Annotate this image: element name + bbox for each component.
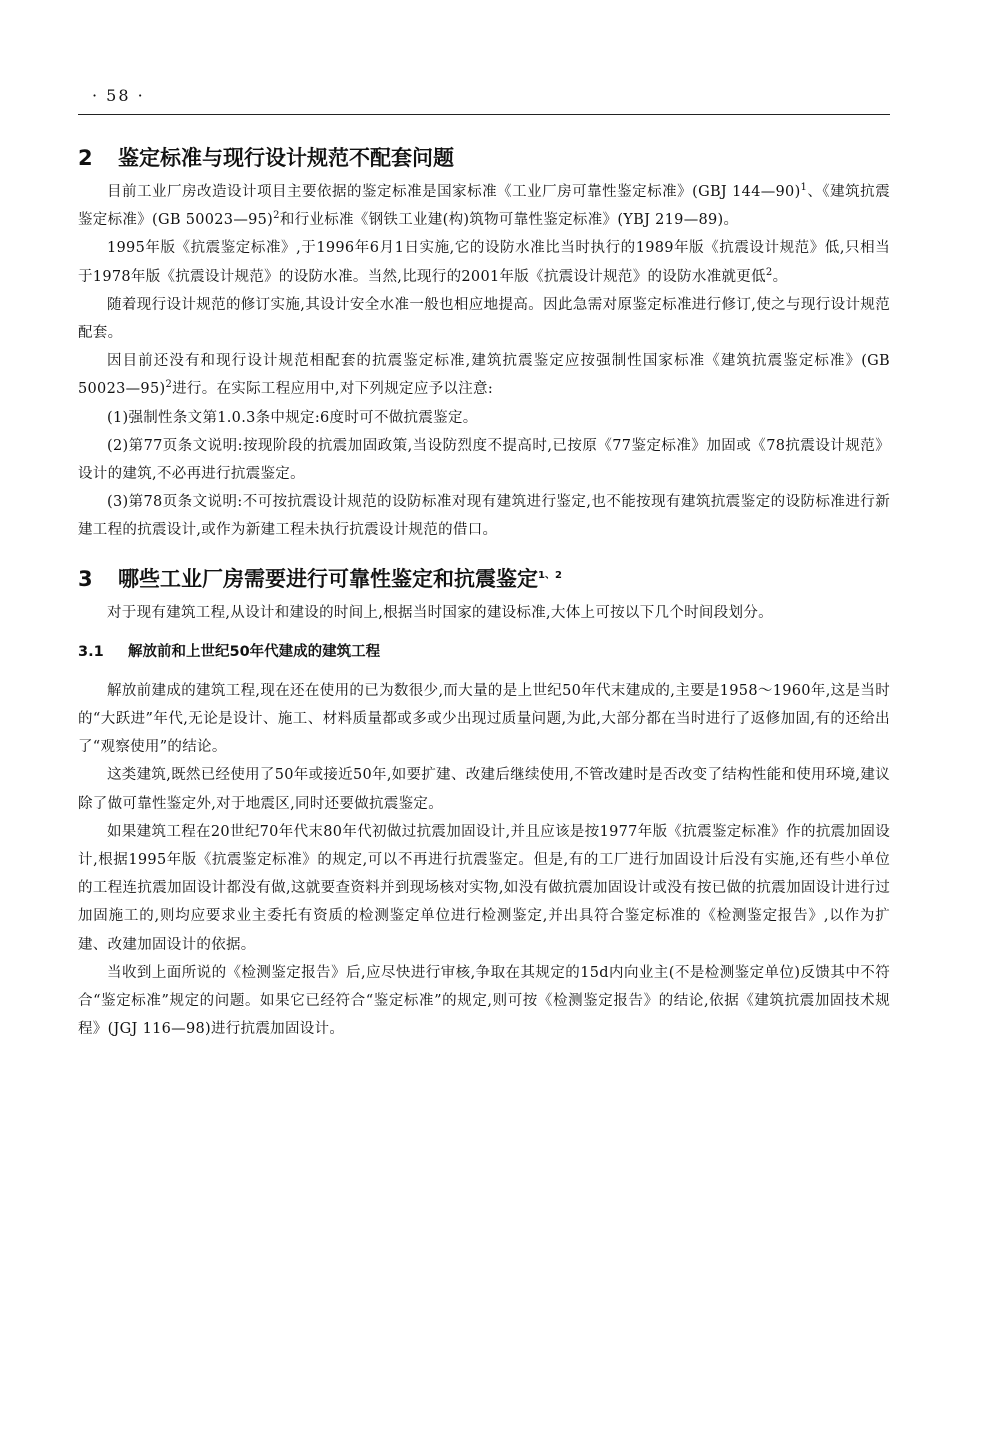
page-number: · 58 · <box>92 86 145 105</box>
paragraph <box>78 818 890 959</box>
citation-superscript: 2 <box>165 379 173 391</box>
subsection-number: 3.1 <box>78 643 104 660</box>
paragraph <box>78 291 890 347</box>
subsection-title: 解放前和上世纪50年代建成的建筑工程 <box>128 643 381 660</box>
page-content <box>78 138 890 1043</box>
paragraph <box>78 234 890 290</box>
paragraph-text: (3)第78页条文说明:不可按抗震设计规范的设防标准对现有建筑进行鉴定,也不能按现有建筑抗震鉴定的设防标准进行新建工程的抗震设计,或作为新建工程未执行抗震设计规范的借口。 <box>78 494 890 539</box>
section-3-heading <box>78 559 890 599</box>
paragraph-text: 随着现行设计规范的修订实施,其设计安全水准一般也相应地提高。因此急需对原鉴定标准进行修订,使之与现行设计规范配套。 <box>78 296 890 342</box>
paragraph <box>78 959 890 1044</box>
section-number: 2 <box>78 146 93 170</box>
paragraph-text: 当收到上面所说的《检测鉴定报告》后,应尽快进行审核,争取在其规定的15d内向业主(不是检测鉴定单位)反馈其中不符合“鉴定标准”规定的问题。如果它已经符合“鉴定标准”的规定,则可按《检测鉴定报告》的结论,依据《建筑抗震加固技术规程》(JGJ 116—98)进行抗震加固设计。 <box>78 964 890 1038</box>
paragraph-text: 对于现有建筑工程,从设计和建设的时间上,根据当时国家的建设标准,大体上可按以下几个时间段划分。 <box>107 604 773 621</box>
section-title-superscript: 1、2 <box>538 569 562 581</box>
page-header <box>78 84 890 115</box>
paragraph <box>78 404 890 432</box>
paragraph-text: 进行。在实际工程应用中,对下列规定应予以注意: <box>172 381 494 398</box>
paragraph <box>78 677 890 762</box>
paragraph-text: 1995年版《抗震鉴定标准》,于1996年6月1日实施,它的设防水准比当时执行的1989年版《抗震设计规范》低,只相当于1978年版《抗震设计规范》的设防水准。当然,比现行的2001年版《抗震设计规范》的设防水准就更低 <box>78 240 890 285</box>
section-number: 3 <box>78 566 93 591</box>
section-title: 鉴定标准与现行设计规范不配套问题 <box>118 146 454 170</box>
section-title: 哪些工业厂房需要进行可靠性鉴定和抗震鉴定 <box>118 566 538 591</box>
section-3-body <box>78 599 890 627</box>
section-2-heading <box>78 138 890 178</box>
citation-superscript: 2 <box>273 210 280 222</box>
paragraph-text: 和行业标准《钢铁工业建(构)筑物可靠性鉴定标准》(YBJ 219—89)。 <box>279 212 739 229</box>
paragraph-text: (1)强制性条文第1.0.3条中规定:6度时可不做抗震鉴定。 <box>107 409 478 426</box>
paragraph-text: 。 <box>772 268 788 285</box>
paragraph <box>78 488 890 544</box>
paragraph <box>78 178 890 234</box>
paragraph-text: 、《建筑抗震鉴定标准》(GB 50023—95) <box>78 184 890 229</box>
paragraph <box>78 599 890 627</box>
paragraph <box>78 347 890 403</box>
paragraph-text: 目前工业厂房改造设计项目主要依据的鉴定标准是国家标准《工业厂房可靠性鉴定标准》(GBJ 144—90) <box>107 184 801 200</box>
subsection-3-1-heading <box>78 635 890 669</box>
paragraph-text: (2)第77页条文说明:按现阶段的抗震加固政策,当设防烈度不提高时,已按原《77鉴定标准》加固或《78抗震设计规范》设计的建筑,不必再进行抗震鉴定。 <box>78 437 890 483</box>
citation-superscript: 2 <box>765 266 773 278</box>
subsection-3-1-body <box>78 677 890 1044</box>
paragraph <box>78 432 890 488</box>
paragraph-text: 这类建筑,既然已经使用了50年或接近50年,如要扩建、改建后继续使用,不管改建时是否改变了结构性能和使用环境,建议除了做可靠性鉴定外,对于地震区,同时还要做抗震鉴定。 <box>78 767 890 812</box>
paragraph <box>78 761 890 817</box>
citation-superscript: 1 <box>800 182 808 194</box>
paragraph-text: 因目前还没有和现行设计规范相配套的抗震鉴定标准,建筑抗震鉴定应按强制性国家标准《建筑抗震鉴定标准》(GB 50023—95) <box>78 353 890 398</box>
paragraph-text: 解放前建成的建筑工程,现在还在使用的已为数很少,而大量的是上世纪50年代末建成的,主要是1958～1960年,这是当时的“大跃进”年代,无论是设计、施工、材料质量都或多或少出现过质量问题,为此,大部分都在当时进行了返修加固,有的还给出了“观察使用”的结论。 <box>78 682 890 756</box>
paragraph-text: 如果建筑工程在20世纪70年代末80年代初做过抗震加固设计,并且应该是按1977年版《抗震鉴定标准》作的抗震加固设计,根据1995年版《抗震鉴定标准》的规定,可以不再进行抗震鉴定。但是,有的工厂进行加固设计后没有实施,还有些小单位的工程连抗震加固设计都没有做,这就要查资料并到现场核对实物,如没有做抗震加固设计或没有按已做的抗震加固设计进行过加固施工的,则均应要求业主委托有资质的检测鉴定单位进行检测鉴定,并出具符合鉴定标准的《检测鉴定报告》,以作为扩建、改建加固设计的依据。 <box>78 823 890 953</box>
section-2-body <box>78 178 890 545</box>
